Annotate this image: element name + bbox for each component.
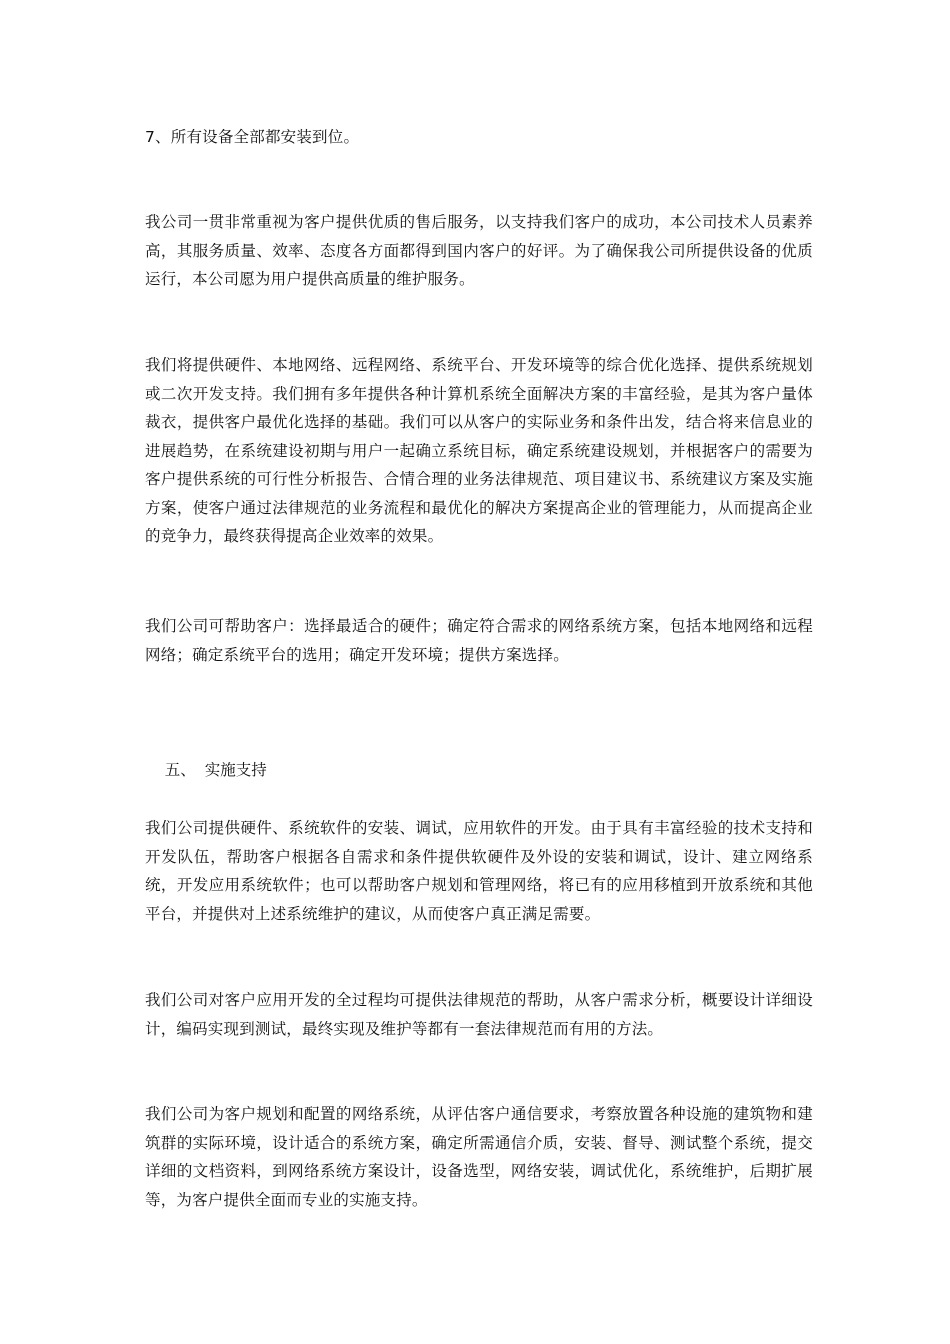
list-item-7: 7、所有设备全部都安装到位。: [145, 128, 360, 146]
paragraph-network-support: 我们公司为客户规划和配置的网络系统，从评估客户通信要求，考察放置各种设施的建筑物和建筑群的实际环境，设计适合的系统方案，确定所需通信介质，安装、督导、测试整个系统，提交详细的文档资料，到网络系统方案设计，设备选型，网络安装，调试优化，系统维护，后期扩展等，为客户提供全面而专业的实施支持。: [145, 1105, 813, 1209]
paragraph-installation-support: 我们公司提供硬件、系统软件的安装、调试，应用软件的开发。由于具有丰富经验的技术支持和开发队伍，帮助客户根据各自需求和条件提供软硬件及外设的安装和调试，设计、建立网络系统，开发应用系统软件；也可以帮助客户规划和管理网络，将已有的应用移植到开放系统和其他平台，并提供对上述系统维护的建议，从而使客户真正满足需要。: [145, 819, 813, 923]
section-number: 五、: [164, 761, 196, 779]
paragraph-after-sales-service: 我公司一贯非常重视为客户提供优质的售后服务，以支持我们客户的成功，本公司技术人员素养高，其服务质量、效率、态度各方面都得到国内客户的好评。为了确保我公司所提供设备的优质运行，本公司愿为用户提供高质量的维护服务。: [145, 213, 813, 288]
paragraph-system-planning: 我们将提供硬件、本地网络、远程网络、系统平台、开发环境等的综合优化选择、提供系统规划或二次开发支持。我们拥有多年提供各种计算机系统全面解决方案的丰富经验，是其为客户量体裁衣，提供客户最优化选择的基础。我们可以从客户的实际业务和条件出发，结合将来信息业的进展趋势，在系统建设初期与用户一起确立系统目标，确定系统建设规划，并根据客户的需要为客户提供系统的可行性分析报告、合情合理的业务法律规范、项目建议书、系统建议方案及实施方案，使客户通过法律规范的业务流程和最优化的解决方案提高企业的管理能力，从而提高企业的竞争力，最终获得提高企业效率的效果。: [145, 356, 813, 545]
section-heading-implementation-support: [145, 728, 267, 812]
section-title: 实施支持: [204, 761, 267, 779]
paragraph-development-support: 我们公司对客户应用开发的全过程均可提供法律规范的帮助，从客户需求分析，概要设计详细设计，编码实现到测试，最终实现及维护等都有一套法律规范而有用的方法。: [145, 991, 813, 1038]
paragraph-customer-help: 我们公司可帮助客户：选择最适合的硬件；确定符合需求的网络系统方案，包括本地网络和远程网络；确定系统平台的选用；确定开发环境；提供方案选择。: [145, 617, 813, 664]
